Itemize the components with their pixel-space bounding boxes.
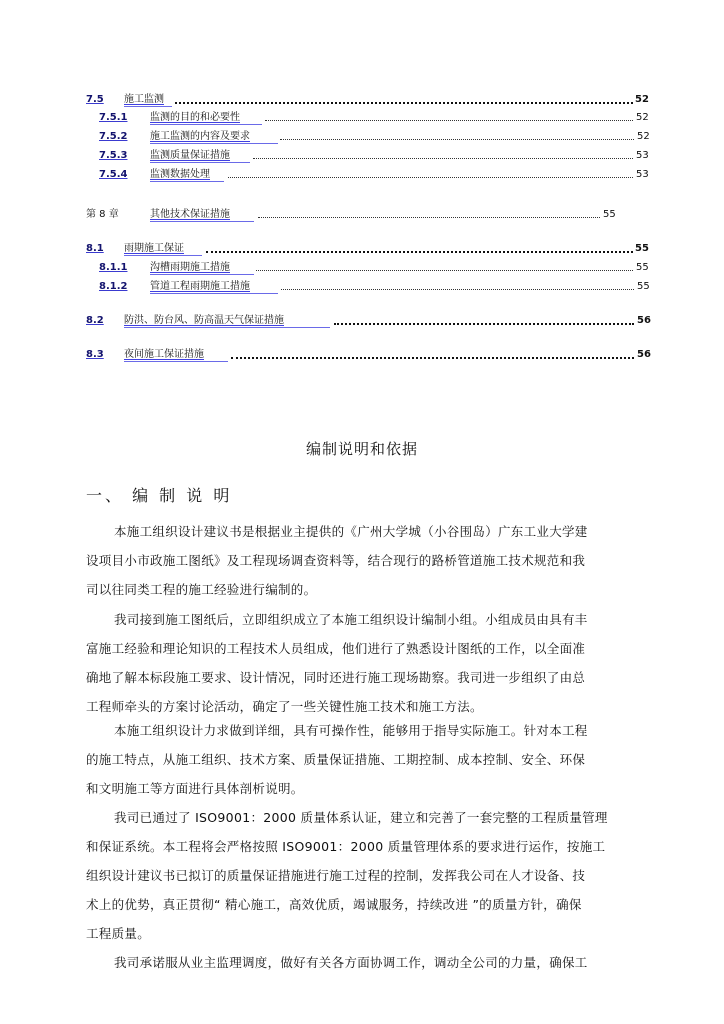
link-underline [150,181,224,182]
toc-entry[interactable] [0,129,724,145]
toc-entry[interactable] [0,167,724,183]
link-underline [124,361,228,362]
document-title: 编制说明和依据 [305,440,418,458]
toc-entry-title: 监测数据处理 [150,169,210,180]
toc-entry-title: 监测的目的和必要性 [150,112,240,123]
paragraph-line: 和文明施工等方面进行具体剖析说明。 [86,781,304,796]
paragraph-line: 工程质量。 [86,926,151,941]
paragraph-line: 工程师牵头的方案讨论活动，确定了一些关键性施工技术和施工方法。 [86,699,483,714]
paragraph-line: 富施工经验和理论知识的工程技术人员组成，他们进行了熟悉设计图纸的工作，以全面准 [86,641,586,656]
toc-entry-number: 7.5.2 [99,131,128,142]
paragraph-line: 和保证系统。本工程将会严格按照 ISO9001：2000 质量管理体系的要求进行运作，按施工 [86,839,606,854]
toc-dot-leader [281,289,634,290]
toc-entry-number: 7.5.3 [99,150,128,161]
link-underline [124,327,330,328]
toc-entry-title: 管道工程雨期施工措施 [150,281,250,292]
toc-entry-page: 53 [636,150,649,161]
toc-entry-number: 7.5.4 [99,169,128,180]
toc-entry-title: 其他技术保证措施 [150,209,230,220]
toc-entry-page: 55 [637,281,650,292]
toc-dot-leader [175,102,633,104]
toc-dot-leader [280,139,634,140]
toc-entry-page: 52 [637,131,650,142]
toc-dot-leader [228,177,633,178]
link-underline [124,255,202,256]
toc-entry[interactable] [0,110,724,126]
link-underline [150,274,254,275]
paragraph-line: 本施工组织设计建议书是根据业主提供的《广州大学城（小谷围岛）广东工业大学建 [114,524,588,539]
toc-entry-title: 夜间施工保证措施 [124,349,204,360]
toc-dot-leader [206,251,633,253]
paragraph-2 [86,605,646,721]
toc-entry[interactable] [0,207,724,223]
toc-dot-leader [231,357,634,359]
toc-entry-title: 施工监测 [124,94,164,105]
link-underline [150,124,262,125]
toc-entry-title: 防洪、防台风、防高温天气保证措施 [124,315,284,326]
toc-entry-number: 8.1.1 [99,262,128,273]
toc-entry-page: 55 [635,243,649,254]
toc-entry-page: 55 [603,209,616,220]
link-underline [150,143,278,144]
paragraph-1 [86,517,646,604]
toc-entry-number: 7.5.1 [99,112,128,123]
toc-dot-leader [253,158,633,159]
toc-entry-title: 施工监测的内容及要求 [150,131,250,142]
toc-entry-page: 55 [636,262,649,273]
toc-dot-leader [334,323,634,325]
paragraph-3 [86,716,646,803]
paragraph-line: 我司已通过了 ISO9001：2000 质量体系认证，建立和完善了一套完整的工程质量管理 [114,810,608,825]
toc-entry-number: 8.1 [86,243,104,254]
link-underline [150,293,278,294]
toc-entry-title: 沟槽雨期施工措施 [150,262,230,273]
link-underline [150,221,254,222]
toc-entry-title: 雨期施工保证 [124,243,184,254]
toc-entry[interactable] [0,279,724,295]
paragraph-line: 本施工组织设计力求做到详细，具有可操作性，能够用于指导实际施工。针对本工程 [114,723,588,738]
toc-entry[interactable] [0,260,724,276]
paragraph-line: 确地了解本标段施工要求、设计情况，同时还进行施工现场勘察。我司进一步组织了由总 [86,670,586,685]
toc-dot-leader [256,270,633,271]
toc-entry-number: 8.2 [86,315,104,326]
toc-entry-page: 52 [635,94,649,105]
paragraph-line: 设项目小市政施工图纸》及工程现场调查资料等，结合现行的路桥管道施工技术规范和我 [86,553,586,568]
paragraph-line: 我司接到施工图纸后，立即组织成立了本施工组织设计编制小组。小组成员由具有丰 [114,612,588,627]
toc-entry-page: 56 [637,315,651,326]
toc-entry-page: 53 [636,169,649,180]
toc-dot-leader [265,120,633,121]
link-underline [150,162,250,163]
toc-entry[interactable] [0,347,724,363]
section-heading: 一、 编 制 说 明 [86,486,233,505]
paragraph-line: 司以往同类工程的施工经验进行编制的。 [86,582,317,597]
toc-entry-number: 7.5 [86,94,104,105]
paragraph-5 [86,948,646,977]
toc-entry-title: 监测质量保证措施 [150,150,230,161]
paragraph-line: 组织设计建议书已拟订的质量保证措施进行施工过程的控制，发挥我公司在人才设备、技 [86,868,586,883]
paragraph-line: 我司承诺服从业主监理调度，做好有关各方面协调工作，调动全公司的力量，确保工 [114,955,588,970]
paragraph-line: 术上的优势，真正贯彻“ 精心施工，高效优质，竭诚服务，持续改进 ”的质量方针，确保 [86,897,582,912]
toc-entry-number: 8.3 [86,349,104,360]
toc-dot-leader [258,217,600,218]
paragraph-line: 的施工特点，从施工组织、技术方案、质量保证措施、工期控制、成本控制、安全、环保 [86,752,586,767]
toc-entry[interactable] [0,148,724,164]
toc-entry-number: 第 8 章 [86,209,119,220]
toc-entry[interactable] [0,241,724,257]
toc-entry[interactable] [0,92,724,108]
link-underline [124,106,172,107]
toc-entry-page: 56 [637,349,651,360]
toc-entry-number: 8.1.2 [99,281,128,292]
toc-entry[interactable] [0,313,724,329]
paragraph-4 [86,803,646,948]
toc-entry-page: 52 [636,112,649,123]
